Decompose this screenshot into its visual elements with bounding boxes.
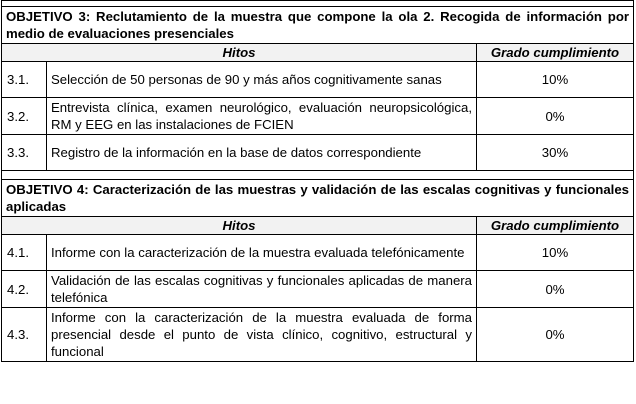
objective-4-header-row [2, 217, 634, 235]
objective-3-title-row [2, 7, 634, 44]
table-row [2, 98, 634, 135]
objective-4-title: OBJETIVO 4: Caracterización de las muestras y validación de las escalas cognitivas y funcionales aplicadas [2, 180, 634, 217]
objective-4-title-row [2, 180, 634, 217]
milestone-description: Selección de 50 personas de 90 y más años cognitivamente sanas [47, 62, 477, 98]
table-row [2, 271, 634, 308]
objective-3-header-row [2, 44, 634, 62]
spacer-row [2, 171, 634, 180]
milestone-description: Informe con la caracterización de la muestra evaluada telefónicamente [47, 235, 477, 271]
table-row [2, 62, 634, 98]
objectives-table [1, 0, 634, 362]
table-row [2, 308, 634, 362]
column-header-grado: Grado cumplimiento [477, 44, 634, 62]
milestone-number: 4.1. [2, 235, 47, 271]
completion-percent: 10% [477, 62, 634, 98]
milestone-description: Informe con la caracterización de la muestra evaluada de forma presencial desde el punto de vista clínico, cognitivo, estructural y funcional [47, 308, 477, 362]
milestone-number: 3.3. [2, 135, 47, 171]
completion-percent: 0% [477, 271, 634, 308]
completion-percent: 0% [477, 98, 634, 135]
table-row [2, 235, 634, 271]
completion-percent: 10% [477, 235, 634, 271]
column-header-hitos: Hitos [2, 44, 477, 62]
milestone-description: Registro de la información en la base de datos correspondiente [47, 135, 477, 171]
milestone-number: 3.2. [2, 98, 47, 135]
milestone-number: 4.2. [2, 271, 47, 308]
column-header-hitos: Hitos [2, 217, 477, 235]
completion-percent: 30% [477, 135, 634, 171]
objective-3-title: OBJETIVO 3: Reclutamiento de la muestra que compone la ola 2. Recogida de información por medio de evaluaciones presenciales [2, 7, 634, 44]
completion-percent: 0% [477, 308, 634, 362]
column-header-grado: Grado cumplimiento [477, 217, 634, 235]
milestone-description: Entrevista clínica, examen neurológico, evaluación neuropsicológica, RM y EEG en las instalaciones de FCIEN [47, 98, 477, 135]
milestone-description: Validación de las escalas cognitivas y funcionales aplicadas de manera telefónica [47, 271, 477, 308]
milestone-number: 4.3. [2, 308, 47, 362]
table-row [2, 135, 634, 171]
objectives-document [1, 0, 635, 362]
milestone-number: 3.1. [2, 62, 47, 98]
